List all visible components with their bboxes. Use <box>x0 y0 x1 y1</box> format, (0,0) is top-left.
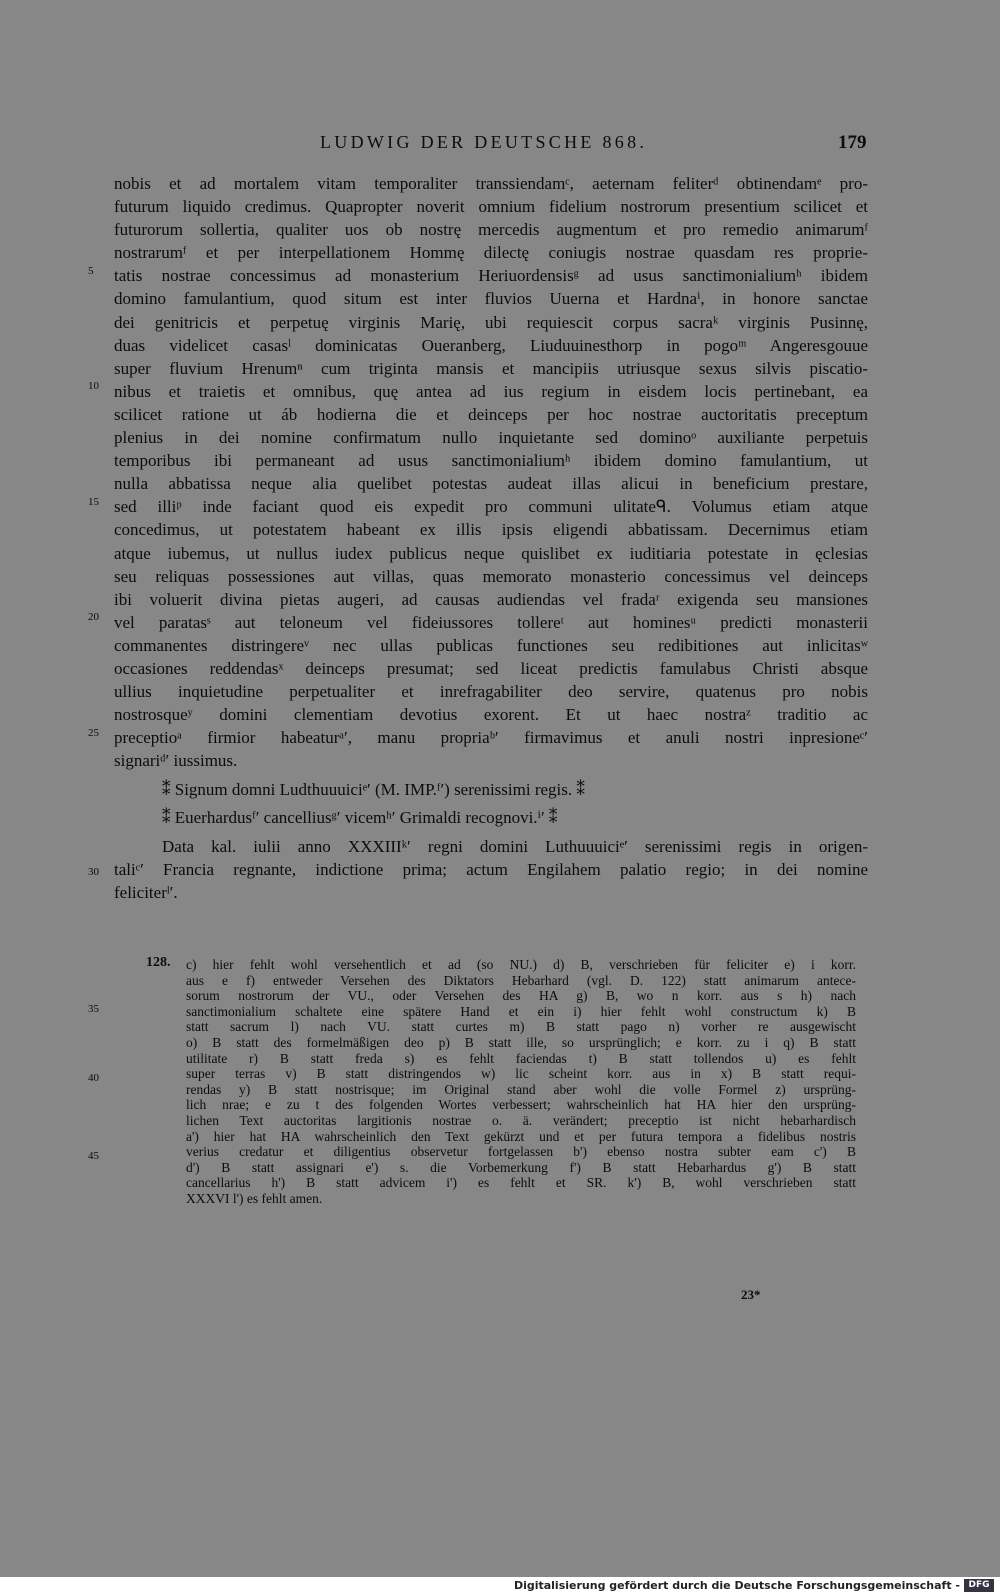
dating-line: taliᶜʹ Francia regnante, indictione prima; actum Engilahem palatio regio; in dei nomine <box>114 859 868 879</box>
footnote-line-number: 35 <box>88 1003 99 1015</box>
footnote-line-number: 45 <box>88 1150 99 1162</box>
dfg-logo[interactable]: DFG <box>964 1579 994 1592</box>
footnote-line: cancellarius h') B statt advicem i') es fehlt et SR. k') B, wohl verschrieben statt <box>186 1175 856 1191</box>
line-number: 15 <box>88 496 99 508</box>
text-line: duas videlicet casasˡ dominicatas Oueranberg, Liuduuinesthorp in pogoᵐ Angeresgouue <box>114 335 868 355</box>
footnote-line: lichen Text auctoritas largitionis nostrae o. ä. verändert; preceptio ist nicht hebarhardisch <box>186 1112 856 1128</box>
text-line: nibus et traietis et omnibus, quę antea ad ius regium in eisdem locis pertinebant, ea <box>114 381 868 401</box>
critical-apparatus <box>186 957 856 1207</box>
text-line: seu reliquas possessiones aut villas, quas memorato monasterio concessimus vel deinceps <box>114 566 868 586</box>
footnote-line: aus e f) entweder Versehen des Diktators Hebarhard (vgl. D. 122) statt animarum antece- <box>186 972 856 988</box>
text-line: tatis nostrae concessimus ad monasterium Heriuordensisᵍ ad usus sanctimonialiumʰ ibidem <box>114 266 868 286</box>
line-number: 30 <box>88 866 99 878</box>
text-line: nostrarumᶠ et per interpellationem Hommę dilectę coniugis nostrae quasdam res proprie- <box>114 243 868 263</box>
text-line: concedimus, ut potestatem habeant ex illis ipsis eligendi abbatissam. Decernimus etiam <box>114 520 868 540</box>
text-line: nostrosqueʸ domini clementiam devotius exorent. Et ut haec nostraᶻ traditio ac <box>114 705 868 725</box>
footnote-line: sorum nostrorum der VU., oder Versehen des HA g) B, wo n korr. aus s h) nach <box>186 988 856 1004</box>
text-line: occasiones reddendasˣ deinceps presumat; sed liceat predictis famulabus Christi absque <box>114 658 868 678</box>
footnote-line: XXXVI l') es fehlt amen. <box>186 1190 323 1206</box>
text-line: signariᵈʹ iussimus. <box>114 751 238 771</box>
text-line: nulla abbatissa neque alia quelibet potestas audeat illas alicui in beneficium prestare, <box>114 474 868 494</box>
footnote-line-number: 40 <box>88 1072 99 1084</box>
dating-line: feliciterˡʹ. <box>114 882 178 902</box>
charter-text <box>114 172 868 904</box>
footnote-line: lich nrae; e zu t des folgenden Wortes verbessert; wahrscheinlich hat HA hier den ursprüng- <box>186 1097 856 1113</box>
footnote-line: super terras v) B statt distringendos w) lic scheint korr. aus in x) B statt requi- <box>186 1066 856 1082</box>
running-title: LUDWIG DER DEUTSCHE 868. <box>320 132 648 152</box>
text-line: sed illiᵖ inde faciant quod eis expedit pro communi ulitateᑫ. Volumus etiam atque <box>114 497 868 517</box>
text-line: ullius inquietudine perpetualiter et inrefragabiliter deo servire, quatenus pro nobis <box>114 682 868 702</box>
text-line: nobis et ad mortalem vitam temporaliter transsiendamᶜ, aeternam feliterᵈ obtinendamᵉ pro- <box>114 174 868 193</box>
text-line: plenius in dei nomine confirmatum nullo inquietante sed dominoᵒ auxiliante perpetuis <box>114 428 868 448</box>
footnote-line: a') hier hat HA wahrscheinlich den Text gekürzt und et per futura tempora a fidelibus nostris <box>186 1128 856 1144</box>
footnote-number: 128. <box>146 955 171 970</box>
line-number: 20 <box>88 611 99 623</box>
text-line: ibi voluerit divina pietas augeri, ad causas audiendas vel fradaʳ exigenda seu mansiones <box>114 589 868 609</box>
line-number: 10 <box>88 380 99 392</box>
signum-line: ⁑ Signum domni Ludthuuuiciᵉʹ (M. IMP.ᶠʹ) serenissimi regis. ⁑ <box>162 780 585 800</box>
footnote-line: statt sacrum l) nach VU. statt curtes m) B statt pago n) vorher re ausgewischt <box>186 1019 856 1035</box>
text-line: dei genitricis et perpetuę virginis Marię, ubi requiescit corpus sacraᵏ virginis Pusinnę, <box>114 312 868 332</box>
footnote-line: sanctimonialium schaltete eine spätere Hand et ein i) hier fehlt wohl constructum k) B <box>186 1003 856 1019</box>
text-line: futurum liquido credimus. Quapropter noverit omnium fidelium nostrorum presentium scilicet et <box>114 197 868 217</box>
text-line: domino famulantium, quod situm est inter fluvios Uuerna et Hardnaⁱ, in honore sanctae <box>114 289 868 309</box>
dating-line: Data kal. iulii anno XXXIIIᵏʹ regni domini Luthuuuiciᵉʹ serenissimi regis in origen- <box>162 836 868 856</box>
digitization-footer <box>0 1577 1000 1595</box>
recognition-line: ⁑ Euerhardusᶠʹ cancelliusᵍʹ vicemʰʹ Grimaldi recognovi.ⁱʹ ⁑ <box>162 807 558 827</box>
footnote-line: utilitate r) B statt freda s) es fehlt faciendas t) B statt tollendos u) es fehlt <box>186 1050 856 1066</box>
page-number: 179 <box>838 132 867 153</box>
text-line: scilicet ratione ut áb hodierna die et deinceps per hoc nostrae auctoritatis preceptum <box>114 404 868 424</box>
text-line: temporibus ibi permaneant ad usus sanctimonialiumʰ ibidem domino famulantium, ut <box>114 451 868 471</box>
text-line: preceptioᵃ firmior habeaturᵃʹ, manu propriaᵇʹ firmavimus et anuli nostri inpresioneᶜʹ <box>114 728 868 748</box>
text-line: vel paratasˢ aut teloneum vel fideiussores tollereᵗ aut hominesᵘ predicti monasterii <box>114 612 868 632</box>
page-header <box>0 132 1000 158</box>
line-number: 5 <box>88 265 94 277</box>
text-line: super fluvium Hrenumⁿ cum triginta mansis et mancipiis utriusque sexus silvis piscatio- <box>114 358 868 378</box>
footnote-line: rendas y) B statt nostrisque; im Original stand aber wohl die volle Formel z) ursprüng- <box>186 1081 856 1097</box>
text-line: futurorum sollertia, qualiter uos ob nostrę mercedis augmentum et pro remedio animarumᶠ <box>114 220 868 240</box>
text-line: commanentes distringereᵛ nec ullas publicas functiones seu redibitiones aut inlicitasʷ <box>114 635 868 655</box>
footnote-line: verius credatur et diligentius observetur fortgelassen b') ebenso nostra subter eam c') B <box>186 1144 856 1160</box>
text-line: atque iubemus, ut nullus iudex publicus neque quislibet ex iuditiaria potestate in ęclesias <box>114 543 868 563</box>
footnote-line: c) hier fehlt wohl versehentlich et ad (so NU.) d) B, verschrieben für feliciter e) i korr. <box>186 957 856 972</box>
printer-signature-mark: 23* <box>741 1287 761 1302</box>
line-number: 25 <box>88 727 99 739</box>
funding-notice: Digitalisierung gefördert durch die Deutsche Forschungsgemeinschaft - <box>513 1579 960 1592</box>
footnote-line: o) B statt des formelmäßigen deo p) B statt ille, so ursprünglich; e korr. zu i q) B statt <box>186 1034 856 1050</box>
footnote-line: d') B statt assignari e') s. die Vorbemerkung f') B statt Hebarhardus g') B statt <box>186 1159 856 1175</box>
